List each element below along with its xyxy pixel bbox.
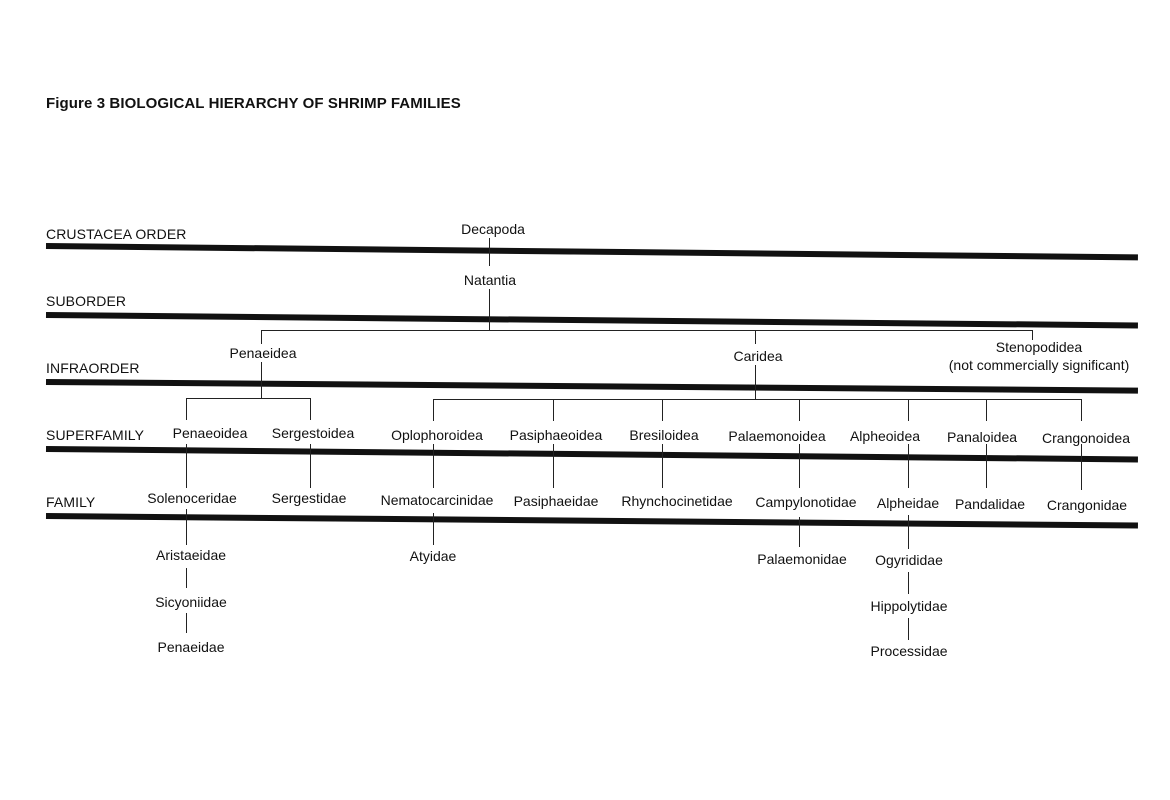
taxon-decapoda: Decapoda: [461, 221, 525, 237]
connector-hippolytidae-processidae: [908, 618, 909, 640]
taxon-atyidae: Atyidae: [409, 548, 457, 564]
connector-alpheoidea-alpheidae: [908, 444, 909, 488]
connector-oplophoroidea-nematocarcinidae: [433, 444, 434, 488]
taxon-hippolytidae: Hippolytidae: [870, 598, 948, 614]
connector-panaloidea-pandalidae: [986, 444, 987, 488]
connector-penaeidea-down: [261, 362, 262, 398]
taxon-penaeidea: Penaeidea: [229, 345, 297, 361]
connector-caridea-down: [755, 365, 756, 399]
level-label-suborder: SUBORDER: [46, 293, 127, 309]
taxon-penaeidae: Penaeidae: [157, 639, 225, 655]
connector-palaemonoidea-campylonotidae: [799, 444, 800, 488]
level-label-infraorder: INFRAORDER: [46, 360, 140, 376]
taxon-pandalidae: Pandalidae: [954, 496, 1026, 512]
taxon-natantia: Natantia: [463, 272, 517, 288]
connector-solenoceridae-aristaeidae: [186, 509, 187, 545]
connector-to-penaeidea: [261, 330, 262, 344]
connector-to-panaloidea: [986, 399, 987, 421]
taxon-pasiphaeidae: Pasiphaeidae: [513, 493, 599, 509]
taxon-sergestoidea: Sergestoidea: [271, 425, 355, 441]
taxon-nematocarcinidae: Nematocarcinidae: [380, 492, 494, 508]
taxon-palaemonoidea: Palaemonoidea: [728, 428, 826, 444]
taxon-processidae: Processidae: [870, 643, 948, 659]
connector-to-caridea: [755, 330, 756, 344]
connector-to-alpheoidea: [908, 399, 909, 421]
band-superfamily: [46, 446, 1138, 462]
taxon-solenoceridae: Solenoceridae: [147, 490, 237, 506]
band-suborder: [46, 312, 1138, 328]
band-infraorder: [46, 379, 1138, 394]
connector-to-crangonoidea: [1081, 399, 1082, 421]
taxon-palaemonidae: Palaemonidae: [757, 551, 847, 567]
taxon-panaloidea: Panaloidea: [946, 429, 1018, 445]
level-label-order: CRUSTACEA ORDER: [46, 226, 187, 242]
connector-pasiphaeoidea-pasiphaeidae: [553, 444, 554, 488]
connector-alpheidae-ogyrididae: [908, 515, 909, 549]
band-order: [46, 243, 1138, 260]
taxon-sergestidae: Sergestidae: [271, 490, 347, 506]
taxon-pasiphaeoidea: Pasiphaeoidea: [509, 427, 603, 443]
taxon-oplophoroidea: Oplophoroidea: [391, 427, 483, 443]
connector-penaeidea-bar: [186, 398, 310, 399]
connector-aristaeidae-sicyoniidae: [186, 568, 187, 588]
connector-to-oplophoroidea: [433, 399, 434, 421]
connector-caridea-bar: [433, 399, 1081, 400]
level-label-superfamily: SUPERFAMILY: [46, 427, 145, 443]
connector-nematocarcinidae-atyidae: [433, 513, 434, 545]
taxon-caridea: Caridea: [733, 348, 783, 364]
taxon-sicyoniidae: Sicyoniidae: [155, 594, 227, 610]
taxon-bresiloidea: Bresiloidea: [629, 427, 699, 443]
connector-crangonoidea-crangonidae: [1081, 444, 1082, 490]
taxon-alpheidae: Alpheidae: [876, 495, 940, 511]
connector-penaeoidea-solenoceridae: [186, 444, 187, 488]
band-family: [46, 513, 1138, 529]
taxon-campylonotidae: Campylonotidae: [755, 494, 857, 510]
connector-decapoda-natantia: [489, 238, 490, 266]
connector-bresiloidea-rhynchocinetidae: [662, 444, 663, 488]
connector-to-sergestoidea: [310, 398, 311, 420]
connector-infraorder-bar: [261, 330, 1032, 331]
connector-to-bresiloidea: [662, 399, 663, 421]
taxon-crangonidae: Crangonidae: [1046, 497, 1128, 513]
taxon-alpheoidea: Alpheoidea: [849, 428, 921, 444]
taxon-stenopodidea: Stenopodidea: [995, 339, 1083, 355]
figure-title: Figure 3 BIOLOGICAL HIERARCHY OF SHRIMP FAMILIES: [46, 95, 461, 112]
taxon-ogyrididae: Ogyrididae: [875, 552, 943, 568]
connector-to-pasiphaeoidea: [553, 399, 554, 421]
taxon-aristaeidae: Aristaeidae: [155, 547, 227, 563]
connector-to-palaemonoidea: [799, 399, 800, 421]
connector-sicyoniidae-penaeidae: [186, 613, 187, 633]
level-label-family: FAMILY: [46, 494, 96, 510]
connector-ogyrididae-hippolytidae: [908, 572, 909, 594]
connector-sergestoidea-sergestidae: [310, 444, 311, 488]
connector-natantia-down: [489, 289, 490, 330]
taxon-rhynchocinetidae: Rhynchocinetidae: [621, 493, 733, 509]
taxon-crangonoidea: Crangonoidea: [1042, 430, 1130, 446]
connector-to-penaeoidea: [186, 398, 187, 420]
taxon-penaeoidea: Penaeoidea: [172, 425, 248, 441]
connector-campylonotidae-palaemonidae: [799, 517, 800, 547]
taxon-stenopodidea-note: (not commercially significant): [948, 357, 1130, 373]
